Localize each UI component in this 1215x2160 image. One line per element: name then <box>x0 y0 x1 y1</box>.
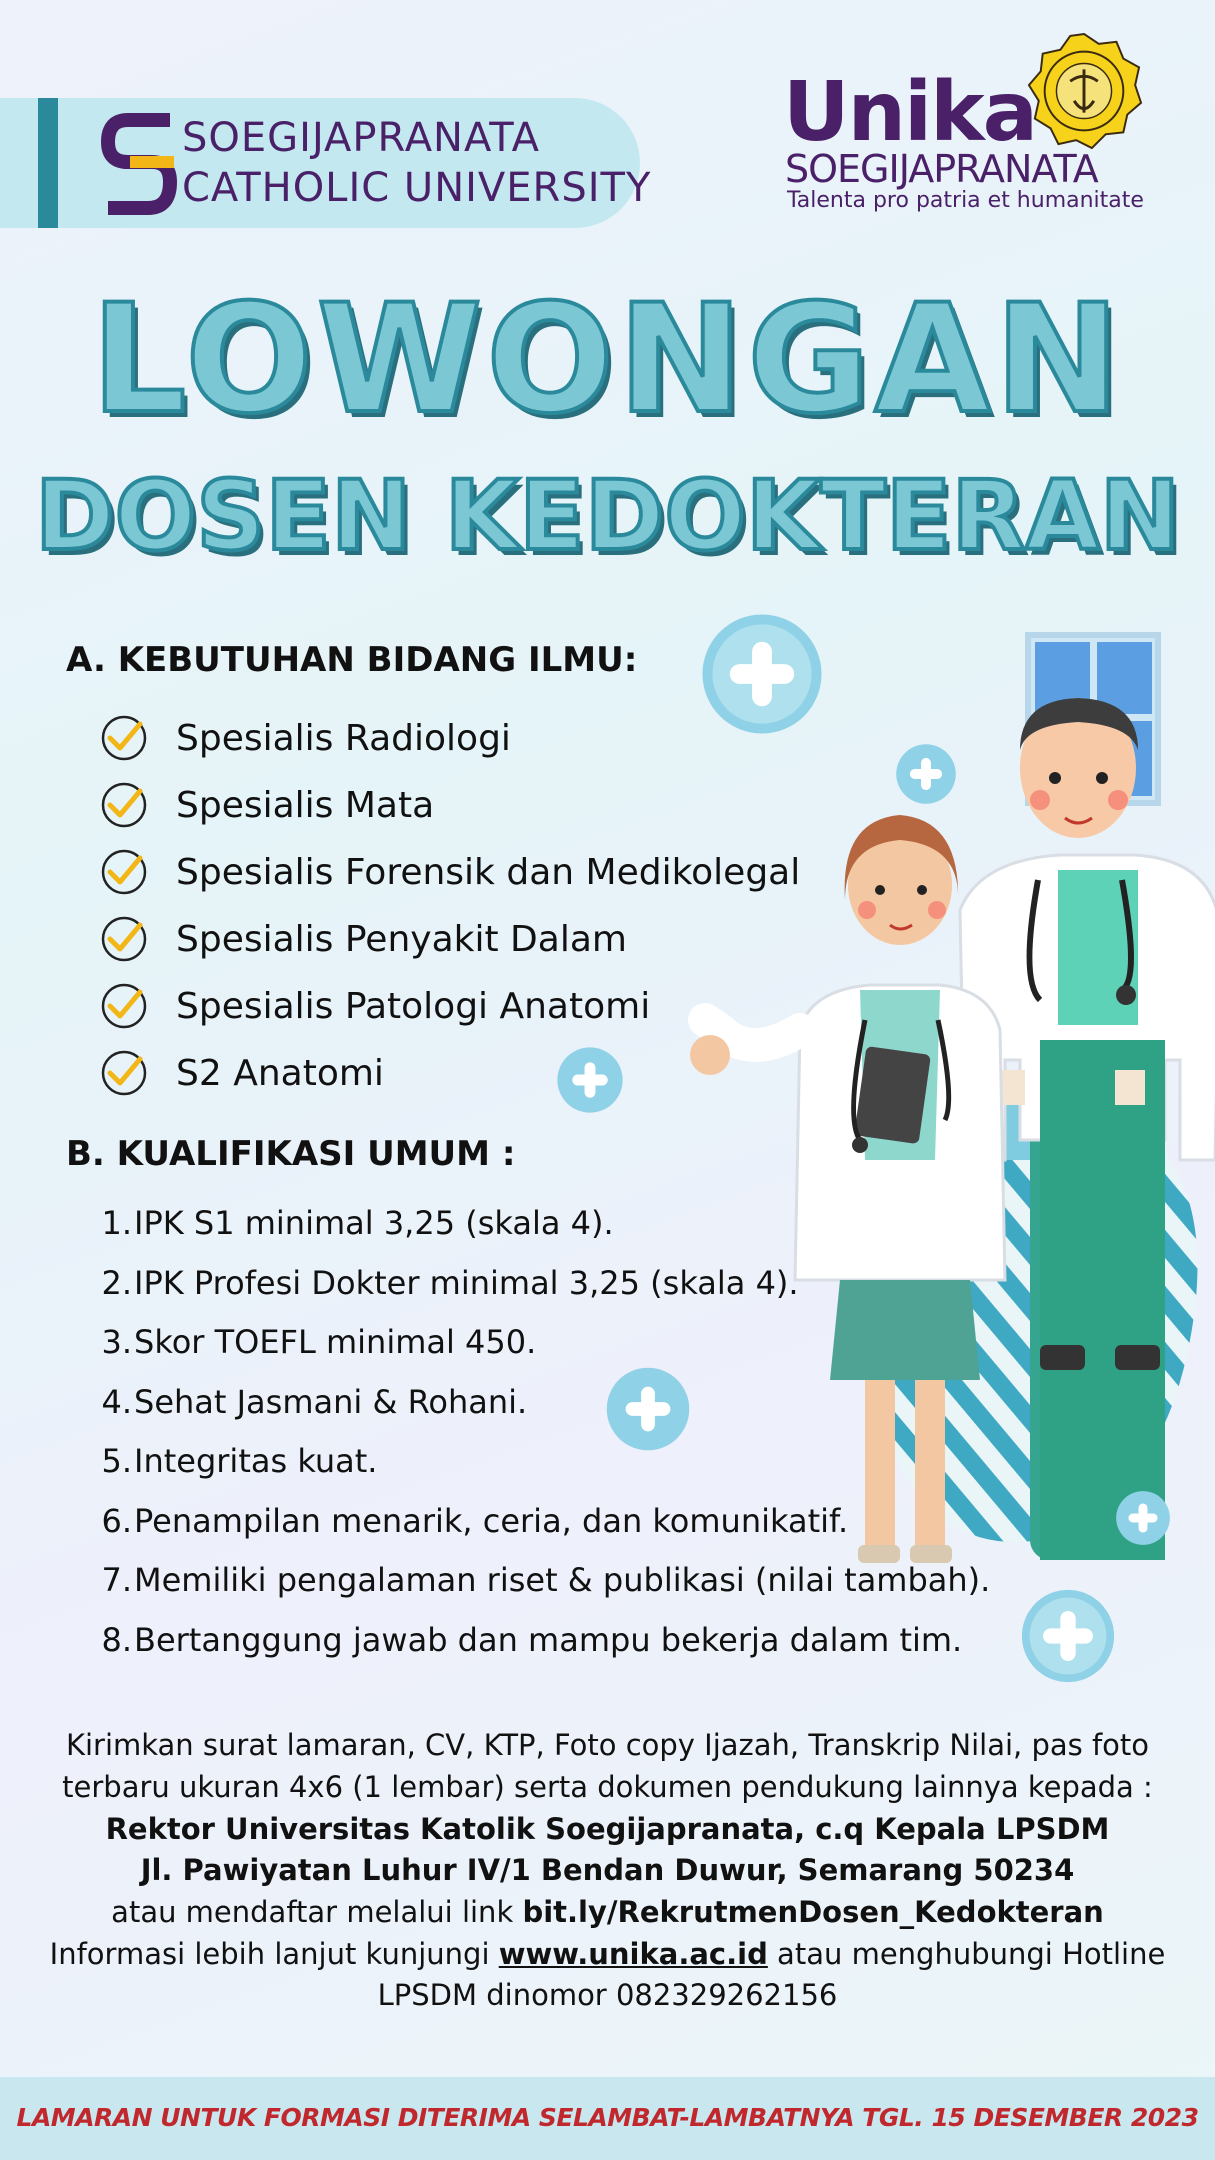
list-item-label: Bertanggung jawab dan mampu bekerja dalam tim. <box>134 1621 963 1659</box>
list-item <box>100 1442 377 1480</box>
section-b-heading: B. KUALIFIKASI UMUM : <box>66 1134 516 1174</box>
unika-subtitle: SOEGIJAPRANATA <box>785 147 1098 191</box>
website-link[interactable]: www.unika.ac.id <box>498 1937 768 1971</box>
medical-cross-bubble-icon <box>556 1046 624 1114</box>
deadline-notice: LAMARAN UNTUK FORMASI DITERIMA SELAMBAT-LAMBATNYA TGL. 15 DESEMBER 2023 <box>16 2103 1199 2132</box>
list-item <box>100 779 434 831</box>
list-item <box>100 980 650 1032</box>
university-s-logo-icon <box>100 112 180 216</box>
medical-cross-bubble-icon <box>605 1366 691 1452</box>
checkmark-icon <box>100 781 148 829</box>
list-item-number: 6. <box>101 1502 132 1540</box>
footer-text: atau menghubungi Hotline <box>767 1937 1166 1971</box>
unika-wordmark: Unika <box>783 65 1036 160</box>
list-item-label: IPK Profesi Dokter minimal 3,25 (skala 4). <box>134 1264 799 1302</box>
list-item-label: Integritas kuat. <box>134 1442 378 1480</box>
sub-title: DOSEN KEDOKTERAN <box>34 460 1181 572</box>
list-item-label: Spesialis Penyakit Dalam <box>176 918 627 960</box>
checkmark-icon <box>100 714 148 762</box>
list-item-number: 8. <box>101 1621 132 1659</box>
list-item <box>100 1383 527 1421</box>
checkmark-icon <box>100 982 148 1030</box>
list-item-label: S2 Anatomi <box>176 1052 384 1094</box>
list-item-number: 1. <box>101 1204 132 1242</box>
list-item-number: 7. <box>101 1561 132 1599</box>
list-item <box>100 1502 848 1540</box>
medical-cross-bubble-icon <box>1115 1490 1171 1546</box>
list-item-label: Spesialis Mata <box>176 784 435 826</box>
logo-band-accent-bar <box>38 98 58 228</box>
footer-text: atau mendaftar melalui link <box>111 1895 523 1929</box>
footer-text: Informasi lebih lanjut kunjungi <box>49 1937 499 1971</box>
unika-tagline: Talenta pro patria et humanitate <box>787 188 1144 213</box>
footer-line: terbaru ukuran 4x6 (1 lembar) serta dokumen pendukung lainnya kepada : <box>62 1770 1153 1804</box>
list-item-label: Memiliki pengalaman riset & publikasi (nilai tambah). <box>134 1561 991 1599</box>
medical-cross-bubble-icon <box>895 743 957 805</box>
list-item-number: 3. <box>101 1323 132 1361</box>
footer-recipient: Rektor Universitas Katolik Soegijapranata, c.q Kepala LPSDM <box>105 1812 1110 1846</box>
registration-link[interactable]: bit.ly/RekrutmenDosen_Kedokteran <box>522 1895 1104 1929</box>
footer-hotline: LPSDM dinomor 082329262156 <box>377 1978 838 2012</box>
list-item <box>100 1621 962 1659</box>
checkmark-icon <box>100 848 148 896</box>
university-name-line2: CATHOLIC UNIVERSITY <box>182 165 652 211</box>
list-item-number: 2. <box>101 1264 132 1302</box>
university-name-line1: SOEGIJAPRANATA <box>182 115 540 161</box>
list-item-label: Spesialis Radiologi <box>176 717 511 759</box>
list-item <box>100 1561 990 1599</box>
list-item <box>100 1204 614 1242</box>
list-item <box>100 846 800 898</box>
list-item-number: 5. <box>101 1442 132 1480</box>
list-item-label: IPK S1 minimal 3,25 (skala 4). <box>134 1204 614 1242</box>
medical-cross-bubble-icon <box>1020 1588 1116 1684</box>
list-item-number: 4. <box>101 1383 132 1421</box>
footer-line <box>0 1937 1215 1971</box>
section-a-heading: A. KEBUTUHAN BIDANG ILMU: <box>66 640 638 680</box>
footer-line: Kirimkan surat lamaran, CV, KTP, Foto copy Ijazah, Transkrip Nilai, pas foto <box>65 1728 1150 1762</box>
list-item <box>100 712 511 764</box>
list-item <box>100 913 627 965</box>
footer-address: Jl. Pawiyatan Luhur IV/1 Bendan Duwur, Semarang 50234 <box>140 1853 1075 1887</box>
checkmark-icon <box>100 1049 148 1097</box>
checkmark-icon <box>100 915 148 963</box>
list-item <box>100 1047 384 1099</box>
medical-cross-bubble-icon <box>700 612 824 736</box>
list-item-label: Skor TOEFL minimal 450. <box>134 1323 537 1361</box>
list-item-label: Penampilan menarik, ceria, dan komunikatif. <box>134 1502 849 1540</box>
list-item-label: Sehat Jasmani & Rohani. <box>134 1383 528 1421</box>
footer-line <box>0 1895 1215 1929</box>
university-seal-icon <box>1025 32 1143 150</box>
list-item-label: Spesialis Forensik dan Medikolegal <box>176 851 801 893</box>
list-item <box>100 1323 536 1361</box>
list-item-label: Spesialis Patologi Anatomi <box>176 985 651 1027</box>
list-item <box>100 1264 799 1302</box>
main-title: LOWONGAN <box>90 273 1124 447</box>
